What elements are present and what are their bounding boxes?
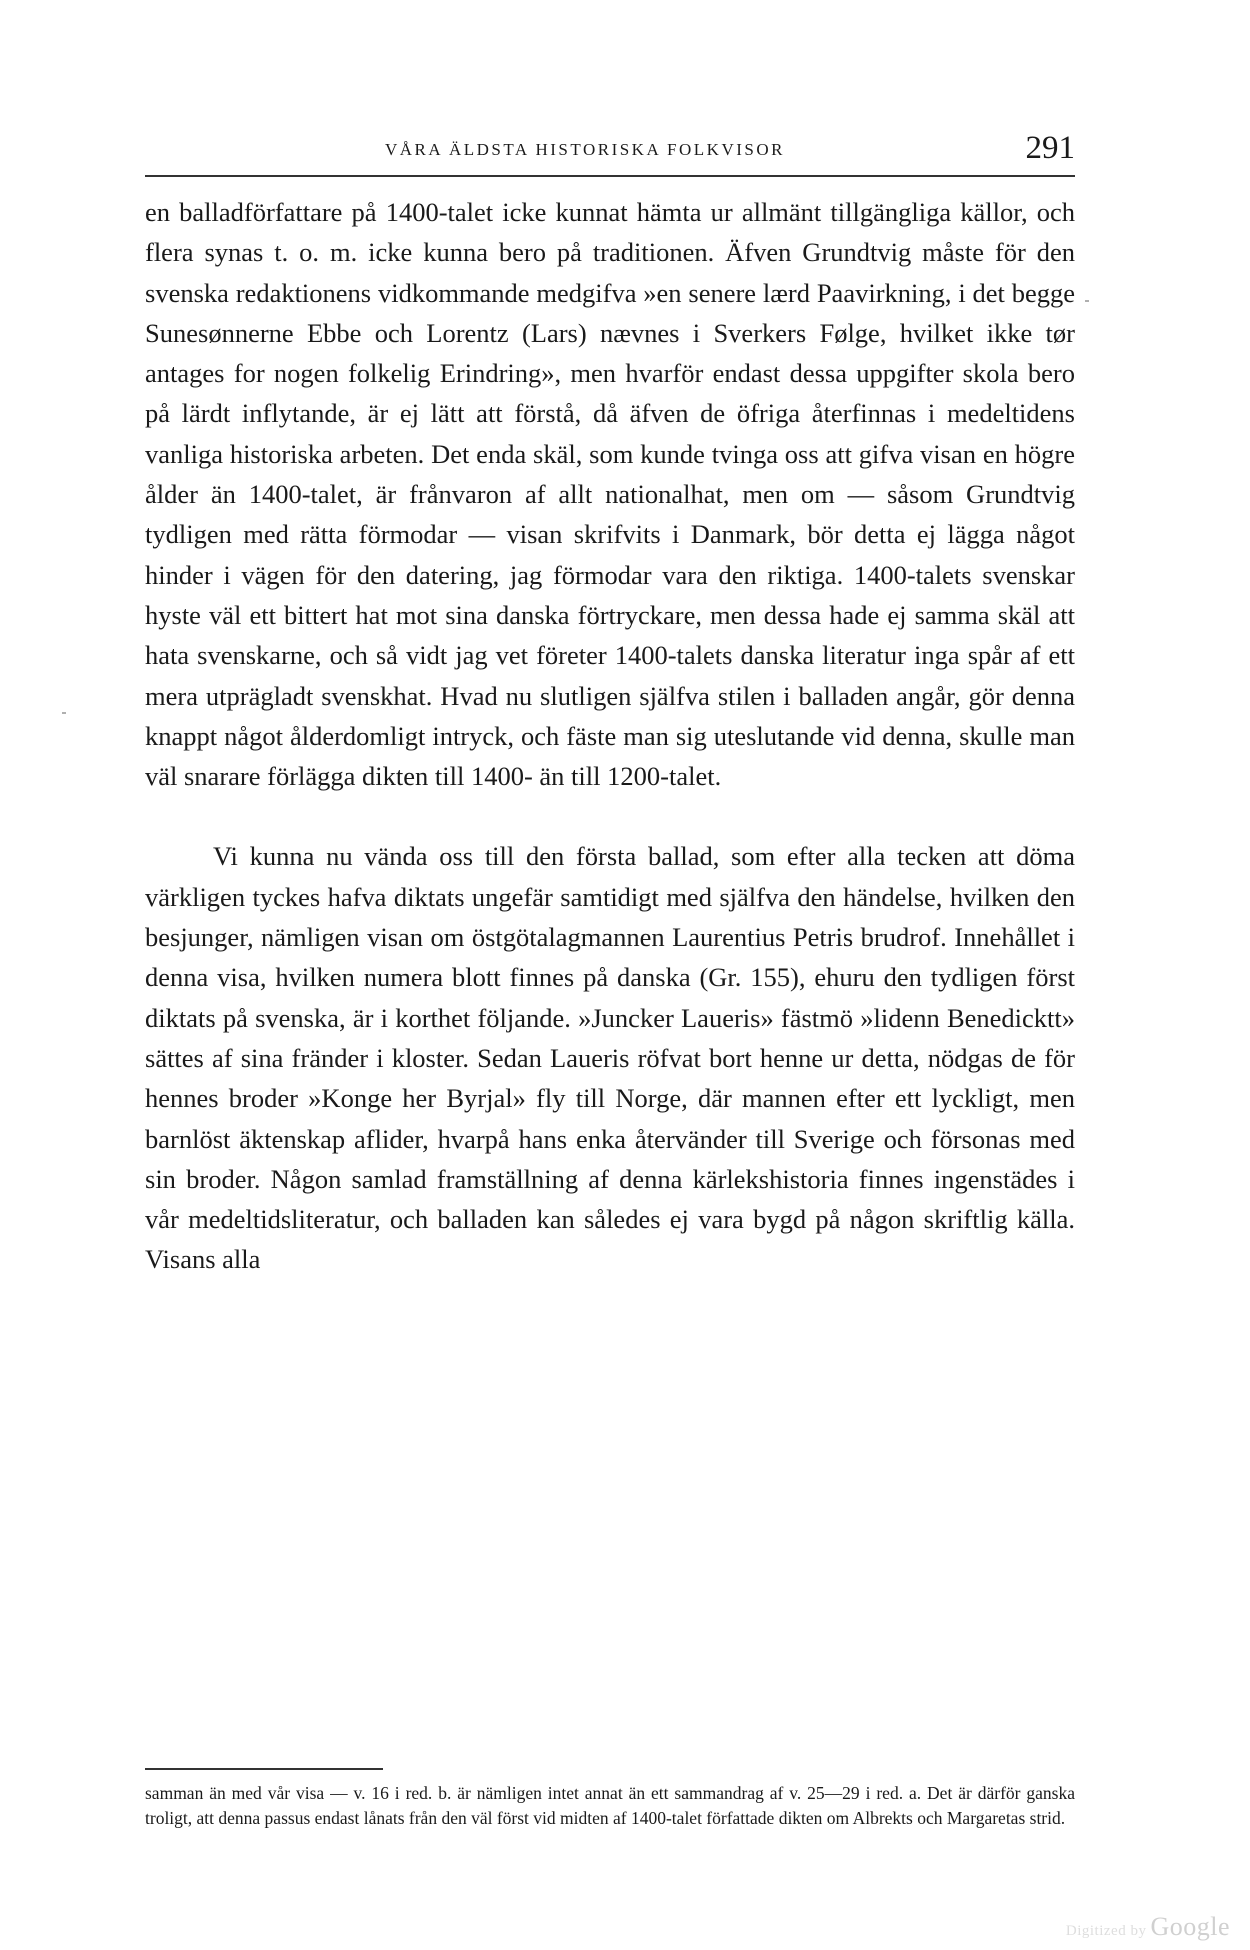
footnote-rule — [145, 1768, 383, 1770]
paragraph-continued: en balladförfattare på 1400-talet icke kunnat hämta ur allmänt tillgängliga källor, och flera synas t. o. m. icke kunna bero på traditionen. Äfven Grundtvig måste för den svenska redaktionens vidkommande medgifva »en senere lærd Paavirkning, i det begge Sunesønnerne Ebbe och Lorentz (Lars) nævnes i Sverkers Følge, hvilket ikke tør antages for nogen folkelig Erindring», men hvarför endast dessa uppgifter skola bero på lärdt inflytande, är ej lätt att förstå, då äfven de öfriga återfinnas i medeltidens vanliga historiska arbeten. Det enda skäl, som kunde tvinga oss att gifva visan en högre ålder än 1400-talet, är frånvaron af allt nationalhat, men om — såsom Grundtvig tydligen med rätta förmodar — visan skrifvits i Danmark, bör detta ej lägga något hinder i vägen för den datering, jag förmodar vara den riktiga. 1400-talets svenskar hyste väl ett bittert hat mot sina danska förtryckare, men dessa hade ej samma skäl att hata svenskarne, och så vidt jag vet företer 1400-talets danska literatur inga spår af ett mera utprägladt svenskhat. Hvad nu slutligen själfva stilen i balladen angår, gör denna knappt något ålderdomligt intryck, och fäste man sig uteslutande vid denna, skulle man väl snarare förlägga dikten till 1400- än till 1200-talet. — [145, 197, 1075, 792]
header-rule — [145, 175, 1075, 177]
page-number: 291 — [1025, 130, 1075, 166]
footnote: samman än med vår visa — v. 16 i red. b. är nämligen intet annat än ett sammandrag af v. 25—29 i red. a. Det är därför ganska troligt, att denna passus endast lånats från den väl först vid midten af 1400-talet författade dikten om Albrekts och Margaretas strid. — [145, 1783, 1075, 1828]
watermark-brand: Google — [1150, 1912, 1230, 1941]
running-head — [145, 130, 1075, 178]
watermark-prefix: Digitized by — [1065, 1923, 1147, 1939]
scan-speck — [62, 712, 66, 714]
scan-speck — [1085, 300, 1089, 302]
running-title: VÅRA ÄLDSTA HISTORISKA FOLKVISOR — [385, 140, 785, 159]
body-text — [145, 192, 1075, 1280]
digitized-watermark — [1066, 1912, 1230, 1942]
paragraph-new: Vi kunna nu vända oss till den första ballad, som efter alla tecken att döma värkligen tyckes hafva diktats ungefär samtidigt med själfva den händelse, hvilken den besjunger, nämligen visan om östgötalagmannen Laurentius Petris brudrof. Innehållet i denna visa, hvilken numera blott finnes på danska (Gr. 155), ehuru den tydligen först diktats på svenska, är i korthet följande. »Juncker Laueris» fästmö »lidenn Benedicktt» sättes af sina fränder i kloster. Sedan Laueris röfvat bort henne ur detta, nödgas de för hennes broder »Konge her Byrjal» fly till Norge, där mannen efter ett lyckligt, men barnlöst äktenskap aflider, hvarpå hans enka återvänder till Sverige och försonas med sin broder. Någon samlad framställning af denna kärlekshistoria finnes ingenstädes i vår medeltidsliteratur, och balladen kan således ej vara bygd på någon skriftlig källa. Visans alla — [145, 841, 1075, 1275]
book-page — [145, 0, 1075, 1950]
